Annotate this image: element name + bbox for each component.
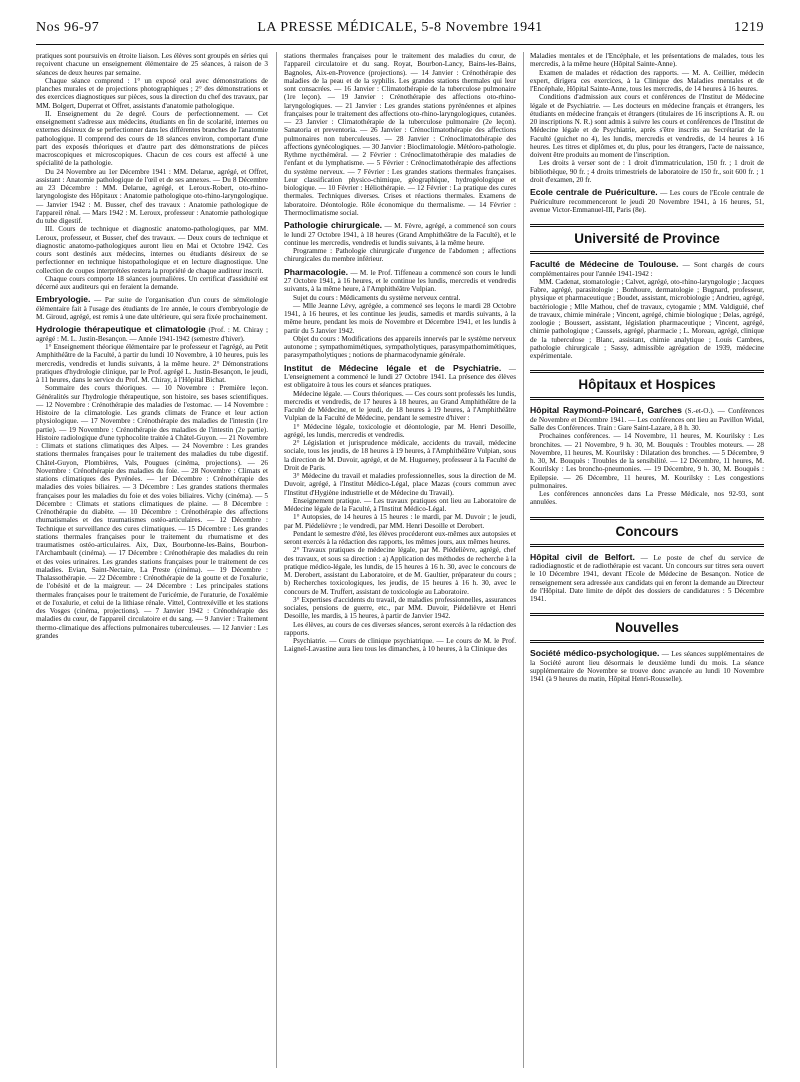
section-divider	[530, 613, 764, 616]
news-item	[530, 188, 764, 214]
column-divider	[276, 52, 277, 1068]
issue-number: Nos 96-97	[36, 20, 100, 35]
news-item-body: — Les cours de l'Ecole centrale de Puériculture recommenceront le jeudi 20 Novembre 1941, à 16 heures, 51, avenue Victor-Emmanuel-III, Paris (8e).	[530, 189, 764, 214]
paragraph: Du 24 Novembre au 1er Décembre 1941 : MM. Delarue, agrégé, et Offret, assistant : Anatomie pathologique de l'œil et de ses annexes. — Du 8 Décembre au 23 Décembre : MM. Delarue, agrégé, et Leroux-Robert, oto-rhino-laryngologiste des Hôpitaux : Anatomie pathologique oto-rhino-laryngologique. — Janvier 1942 : M. Busser, chef des travaux : Anatomie pathologique de l'appareil rénal. — Mars 1942 : M. Leroux, professeur : Anatomie pathologique du tube digestif.	[36, 167, 268, 225]
section-divider	[530, 544, 764, 547]
paragraph: 2° Législation et jurisprudence médicale, accidents du travail, médecine sociale, tous les jeudis, de 18 heures à 19 heures, à l'Amphithéâtre Vulpian, sous la direction de M. Duvoir, agrégé, et de M. Hugueney, professeur à la Faculté de Droit de Paris.	[284, 439, 516, 472]
news-item-body: — Les séances supplémentaires de la Société auront lieu désormais le deuxième lundi du mois. La séance supplémentaire de Novembre se trouve donc avancée au lundi 10 Novembre 1941 (à 9 heures du matin, Hôpital Henri-Rousselle).	[530, 650, 764, 684]
paragraph: Sujet du cours : Médicaments du système nerveux central.	[293, 293, 461, 302]
paragraph: Les conférences annoncées dans La Presse Médicale, nos 92-93, sont annulées.	[530, 490, 764, 507]
news-item-title: Institut de Médecine légale et de Psychiatrie.	[284, 362, 502, 373]
news-item-title: Embryologie.	[36, 294, 91, 305]
paragraph: pratiques sont poursuivis en étroite liaison. Les élèves sont groupés en séries qui reçoivent chacune un enseignement élémentaire de 25 séances, à raison de 3 séances de deux heures par semaine.	[36, 52, 268, 77]
paragraph: Sommaire des cours théoriques. — 10 Novembre : Première leçon. Généralités sur l'hydrologie thérapeutique, son histoire, ses bases scientifiques. — 12 Novembre : Crénothérapie des maladies de l'estomac. — 14 Novembre : Histoire de la climatologie. Les grands climats de France et leur action physiologique. — 17 Novembre : Crénothérapie des maladies de l'intestin (1re partie). — 19 Novembre : Crénothérapie des maladies de l'intestin (2e partie). Histoire radiologique d'une typhocolite traitée à Châtel-Guyon. — 21 Novembre : Climats et stations climatiques des Alpes. — 24 Novembre : Les grandes stations thermales françaises pour le traitement des maladies du tube digestif. Châtel-Guyon, Plombières, Vals, Pougues (cinéma, projections). — 26 Novembre : Crénothérapie des maladies du foie. — 28 Novembre : Climats et stations climatiques des Pyrénées. — 1er Décembre : Crénothérapie des maladies des voies biliaires. — 3 Décembre : Les grandes stations thermales françaises pour les maladies du foie et des voies biliaires. Vichy (cinéma). — 5 Décembre : Climats et stations climatiques de plaine. — 8 Décembre : Crénothérapie du diabète. — 10 Décembre : Crénothérapie des affections rhumatismales et des traumatismes ostéo-articulaires. — 12 Décembre : Technique et surveillance des cures climatiques. — 15 Décembre : Les grandes stations thermales françaises pour le traitement du rhumatisme et des traumatismes ostéo-articulaires. Aix, Dax, Bourbonne-les-Bains, Bourbon-l'Archambault (cinéma). — 17 Décembre : Crénothérapie des maladies du rein et des voies urinaires. Les grandes stations françaises pour le traitement de ces maladies. Evian, Saint-Nectaire, La Preste (cinéma). — 19 Décembre : Thalassothérapie. — 22 Décembre : Crénothérapie de la goutte et de l'oxalurie, de l'obésité et de la maigreur. — 24 Décembre : Les principales stations thermales françaises pour le traitement de l'uricémie, de l'uraturie, de l'oxalémie et de l'oxalurie, et celui de la lithiase rénale. Vittel, Contrexéville et les stations des Vosges (cinéma, projections). — 7 Janvier 1942 : Crénothérapie des maladies du cœur, de l'appareil circulatoire et du sang. — 9 Janvier : Traitement thermo-climatique des affections pulmonaires tuberculeuses. — 12 Janvier : Les grandes	[36, 384, 268, 640]
paragraph: Médecine légale. — Cours théoriques. — Ces cours sont professés les lundis, mercredis et vendredis, de 17 heures à 18 heures, au Grand Amphithéâtre de la Faculté de Médecine, et le jeudi, de 18 heures à 19 heures, à l'Amphithéâtre Vulpian de la Faculté de Médecine, pendant le semestre d'hiver :	[284, 389, 516, 423]
paragraph: II. Enseignement du 2e degré. Cours de perfectionnement. — Cet enseignement s'adresse aux médecins, étudiants en fin de scolarité, internes ou externes désireux de se perfectionner dans les différentes branches de l'anatomie pathologique. Il comprend des cours de 18 séances environ, comportant d'une part des exposés théoriques et d'autre part des démonstrations de pièces macroscopiques et microscopiques. Chacun de ces cours est affecté à une spécialité de la pathologie.	[36, 109, 268, 168]
column-1	[36, 52, 268, 1068]
section-divider	[530, 397, 764, 400]
paragraph: III. Cours de technique et diagnostic anatomo-pathologiques, par MM. Leroux, professeur, et Busser, chef des travaux. — Deux cours de technique et diagnostic anatomo-pathologiques auront lieu en Mai et Octobre 1942. Ces cours sont destinés aux médecins, internes ou étudiants désireux de se perfectionner en technique histopathologique et en lecture diagnostique. Une collection de coupes interprétées restera la propriété de chaque auditeur inscrit.	[36, 225, 268, 275]
paragraph: Les élèves, au cours de ces diverses séances, seront exercés à la rédaction des rapports.	[284, 620, 516, 637]
paragraph: Psychiatrie. — Cours de clinique psychiatrique. — Le cours de M. le Prof. Laignel-Lavastine aura lieu tous les dimanches, à 10 heures, à la Clinique des	[284, 637, 516, 654]
column-divider	[523, 52, 524, 1068]
paragraph: Programme : Pathologie chirurgicale d'urgence de l'abdomen ; affections chirurgicales du membre inférieur.	[284, 247, 516, 264]
paragraph: 1° Autopsies, de 14 heures à 15 heures : le mardi, par M. Duvoir ; le jeudi, par M. Piédelièvre ; le vendredi, par MM. Henri Desoille et Derobert.	[284, 513, 516, 530]
paragraph: Pendant le semestre d'été, les élèves procéderont eux-mêmes aux autopsies et seront exercés à la rédaction des rapports, les mêmes jours, aux mêmes heures.	[284, 529, 516, 546]
news-item-title: Hôpital civil de Belfort.	[530, 551, 635, 562]
section-heading: Université de Province	[574, 231, 720, 246]
column-2	[284, 52, 516, 1068]
news-item-body: — M. Fèvre, agrégé, a commencé son cours le lundi 27 Octobre 1941, à 18 heures (Grand Amphithéâtre de la Faculté), et le continue les mercredis, vendredis et lundis suivants, à la même heure.	[284, 222, 516, 247]
page-header	[36, 20, 764, 42]
header-rule	[36, 44, 764, 45]
news-item-body: — L'enseignement a commencé le lundi 27 Octobre 1941. La présence des élèves est obligatoire à tous les cours et séances pratiques.	[284, 364, 516, 390]
paragraph: stations thermales françaises pour le traitement des maladies du cœur, de l'appareil circulatoire et du sang. Royat, Bourbon-Lancy, Bains-les-Bains, Bagnoles, Aix-en-Provence (projections). — 14 Janvier : Crénothérapie des maladies de la peau et de la syphilis. Les grandes stations thermales qui leur sont consacrées. — 16 Janvier : Climatothérapie de la tuberculose pulmonaire (1re leçon). — 19 Janvier : Crénothérapie des affections oto-rhino-laryngologiques. — 21 Janvier : Les grandes stations pyrénéennes et alpines françaises pour le traitement des affections oto-rhino-laryngologiques, cutanées. — 23 Janvier : Climatothérapie de la tuberculose pulmonaire (2e leçon). Sanatoria et preventoria. — 26 Janvier : Crénoclimatothérapie des affections pulmonaires non tuberculeuses. — 28 Janvier : Crénoclimatothérapie des affections gynécologiques. — 30 Janvier : Bioclimatologie. Météoro-pathologie. Rythme nycthéméral. — 2 Février : Crénoclimatothérapie des maladies de l'enfant et du lymphatisme. — 5 Février : Crénoclimatothérapie des affections du système nerveux. — 7 Février : Les grandes stations thermales françaises. Leur classification physico-chimique, géographique, hydrogéologique et biologique. — 10 Février : Héliothérapie. — 12 Février : La pratique des cures thermales. Techniques diverses. Crises et réactions thermales. Examens de laboratoire. Déontologie. Rôle économique du thermalisme. — 14 Février : Thermoclimatisme social.	[284, 52, 516, 217]
news-item	[530, 553, 764, 604]
paragraph: Les droits à verser sont de : 1 droit d'immatriculation, 150 fr. ; 1 droit de bibliothèque, 90 fr. ; 4 droits trimestriels de laboratoire de 150 fr., soit 600 fr. ; 1 droit d'examen, 20 fr.	[530, 159, 764, 184]
section-heading: Concours	[615, 523, 679, 539]
section-heading: Hôpitaux et Hospices	[578, 377, 716, 393]
news-item-title: Pathologie chirurgicale.	[284, 220, 383, 230]
paragraph: Prochaines conférences. — 14 Novembre, 11 heures, M. Kourilsky : Les bronchites. — 21 Novembre, 9 h. 30, M. Bouquès : Troubles moteurs. — 28 Novembre, 11 heures, M. Kourilsky : Dilatation des bronches. — 5 Décembre, 9 h. 30, M. Bouquès : Troubles de la sensibilité. — 12 Décembre, 11 heures, M. Kourilsky : Les broncho-pneumonies. — 19 Décembre, 9 h. 30, M. Bouquès : Epilepsie. — 26 Décembre, 11 heures, M. Kourilsky : Les congestions pulmonaires.	[530, 432, 764, 490]
news-item-body: (S.-et-O.). — Conférences de Novembre et Décembre 1941. — Les conférences ont lieu au Pavillon Widal, Salle des Conférences. Train : Gare Saint-Lazare, à 8 h. 30.	[530, 407, 764, 432]
news-item	[530, 649, 764, 683]
paragraph: — Mlle Jeanne Lévy, agrégée, a commencé ses leçons le mardi 28 Octobre 1941, à 16 heures, et les continue les jeudis, samedis et mardis suivants, à la même heure, pendant les mois de Novembre et Décembre 1941, et les lundis à partir du 5 Janvier 1942.	[284, 301, 516, 335]
news-item-body: — Le poste de chef du service de radiodiagnostic et de radiothérapie est vacant. Un concours sur titres sera ouvert le 10 Décembre 1941, devant l'Ecole de Médecine de Besançon. Notice de renseignement sera adressée aux candidats qui en feront la demande au Directeur de l'Hôpital. Date limite de dépôt des dossiers de candidatures : 5 Décembre 1941.	[530, 553, 764, 603]
paragraph: Chaque cours comporte 18 séances journalières. Un certificat d'assiduité est décerné aux auditeurs qui en feraient la demande.	[36, 274, 268, 291]
news-item	[530, 260, 764, 278]
paragraph: Examen de malades et rédaction des rapports. — M. A. Ceillier, médecin expert, dirigera ces exercices, à la Clinique des Maladies mentales et de l'Encéphale, Hôpital Sainte-Anne, tous les mercredis, de 14 heures à 16 heures.	[530, 68, 764, 93]
news-item-body: — Par suite de l'organisation d'un cours de séméiologie élémentaire fait à l'usage des étudiants de 1re année, le cours d'embryologie de M. Giroud, agrégé, est remis à une date ultérieure, qui sera fixée prochainement.	[36, 296, 268, 321]
publication-title: LA PRESSE MÉDICALE, 5-8 Novembre 1941	[257, 20, 543, 35]
section-divider	[530, 251, 764, 254]
news-item-title: Hôpital Raymond-Poincaré, Garches	[530, 405, 682, 416]
paragraph: 3° Expertises d'accidents du travail, de maladies professionnelles, assurances sociales, pensions de guerre, etc., par MM. Duvoir, Piédelièvre et Henri Desoille, les mardis, à 15 heures, à partir de Janvier 1942.	[284, 595, 516, 621]
paragraph: MM. Cadenat, stomatologie ; Calvet, agrégé, oto-rhino-laryngologie ; Jacques Fabre, agrégé, parasitologie ; Bonhoure, dermatologie ; Bugnard, professeur, physique et pharmaceutique ; Boudet, assistant, microbiologie ; Andrieu, agrégé, bactériologie ; Mlle Mathou, chef de travaux, cytogamie ; MM. Valdiguié, chef de travaux, chimie minérale ; Vincent, agrégé, chimie biologique ; Delas, agrégé, zoologie ; Boussert, assistant, législation pharmaceutique ; Vincent, agrégé, chimie pathologique ; Caussels, agrégé, pharmacie ; L. Moreau, agrégé, clinique de la tuberculose ; Blanc, assistant, chimie analytique ; Louis Cambres, pathologie chirurgicale ; Sassy, admissible agrégation de 1939, médecine expérimentale.	[530, 277, 764, 360]
paragraph: Chaque séance comprend : 1° un exposé oral avec démonstrations de planches murales et de projections photographiques ; 2° des démonstrations et des exercices diagnostiques sur pièces, sous la direction du chef des travaux, par MM. Bolgert, Duperrat et Offret, assistants d'anatomie pathologique.	[36, 76, 268, 110]
paragraph: 3° Médecine du travail et maladies professionnelles, sous la direction de M. Duvoir, agrégé, à l'Institut Médico-Légal, place Mazas (cours commun avec l'Institut d'Hygiène industrielle et de Médecine du Travail).	[284, 472, 516, 497]
section-divider	[530, 370, 764, 373]
section-divider	[530, 640, 764, 643]
page-number: 1219	[734, 20, 764, 35]
news-item	[284, 221, 516, 247]
news-item-body: — Sont chargés de cours complémentaires pour l'année 1941-1942 :	[530, 261, 764, 278]
news-item	[36, 325, 268, 343]
news-item-title: Hydrologie thérapeutique et climatologie	[36, 324, 206, 335]
news-item	[284, 364, 516, 390]
paragraph: 1° Enseignement théorique élémentaire par le professeur et l'agrégé, au Petit Amphithéâtre de la Faculté, à partir du lundi 10 Novembre, à 10 heures, puis les mercredis, vendredis et lundis suivants, à la même heure. 2° Démonstrations pratiques d'hydrologie clinique, par le Prof. agrégé L. Justin-Besançon, le jeudi, à 11 heures, dans le service du Prof. M. Chiray, à l'Hôpital Bichat.	[36, 343, 268, 384]
news-item	[530, 406, 764, 432]
news-item	[284, 268, 516, 294]
news-item-title: Société médico-psychologique.	[530, 648, 660, 659]
news-item	[36, 295, 268, 321]
news-item-body: — M. le Prof. Tiffeneau a commencé son cours le lundi 27 Octobre 1941, à 16 heures, et le continue les lundis, mercredis et vendredis suivants, à la même heure, à l'Amphithéâtre Vulpian.	[284, 268, 516, 294]
paragraph: Maladies mentales et de l'Encéphale, et les présentations de malades, tous les mercredis, à la même heure (Hôpital Sainte-Anne).	[530, 52, 764, 69]
news-item-title: Pharmacologie.	[284, 266, 348, 277]
paragraph: Objet du cours : Modifications des appareils innervés par le système nerveux autonome ; sympathomimétiques, sympatholytiques, parasympathomimétiques, parasympatholytiques ; notions de pharmacodynamie générale.	[284, 334, 516, 360]
section-divider	[530, 517, 764, 520]
news-item-body: (Prof. : M. Chiray ; agrégé : M. L. Justin-Besançon. — Année 1941-1942 (semestre d'hiver).	[36, 326, 268, 343]
paragraph: 2° Travaux pratiques de médecine légale, par M. Piédelièvre, agrégé, chef des travaux, et sous sa direction : a) Application des méthodes de recherche à la pratique médico-légale, les lundis, de 15 heures à 16 h. 30, avec le concours de M. Derobert, assistant du Laboratoire, et de M. Gaultier, préparateur du cours ; b) Recherches toxicologiques, les jeudis, de 15 heures à 16 h. 30, avec le concours de M. Truffert, assistant de toxicologie au Laboratoire.	[284, 546, 516, 596]
section-divider	[530, 224, 764, 227]
paragraph: Enseignement pratique. — Les travaux pratiques ont lieu au Laboratoire de Médecine légale de la Faculté, à l'Institut Médico-Légal.	[284, 496, 516, 513]
paragraph: Conditions d'admission aux cours et conférences de l'Institut de Médecine légale et de Psychiatrie. — Les docteurs en médecine français et étrangers, les étudiants en médecine français et étrangers (titulaires de 16 inscriptions A. R. ou 20 inscriptions N. R.) sont admis à suivre les cours et conférences de l'Institut de Médecine légale et de Psychiatrie, après s'être inscrits au Secrétariat de la Faculté (guichet no 4), les lundis, mercredis et vendredis, de 14 heures à 16 heures. Les titres et diplômes et, du plus, pour les étrangers, l'acte de naissance, doivent être produits au moment de l'inscription.	[530, 93, 764, 159]
paragraph: 1° Médecine légale, toxicologie et déontologie, par M. Henri Desoille, agrégé, les lundis, mercredis et vendredis.	[284, 422, 516, 439]
section-heading: Nouvelles	[615, 620, 679, 636]
column-3	[530, 52, 764, 1068]
news-item-title: Ecole centrale de Puériculture.	[530, 187, 658, 197]
news-item-title: Faculté de Médecine de Toulouse.	[530, 259, 679, 269]
